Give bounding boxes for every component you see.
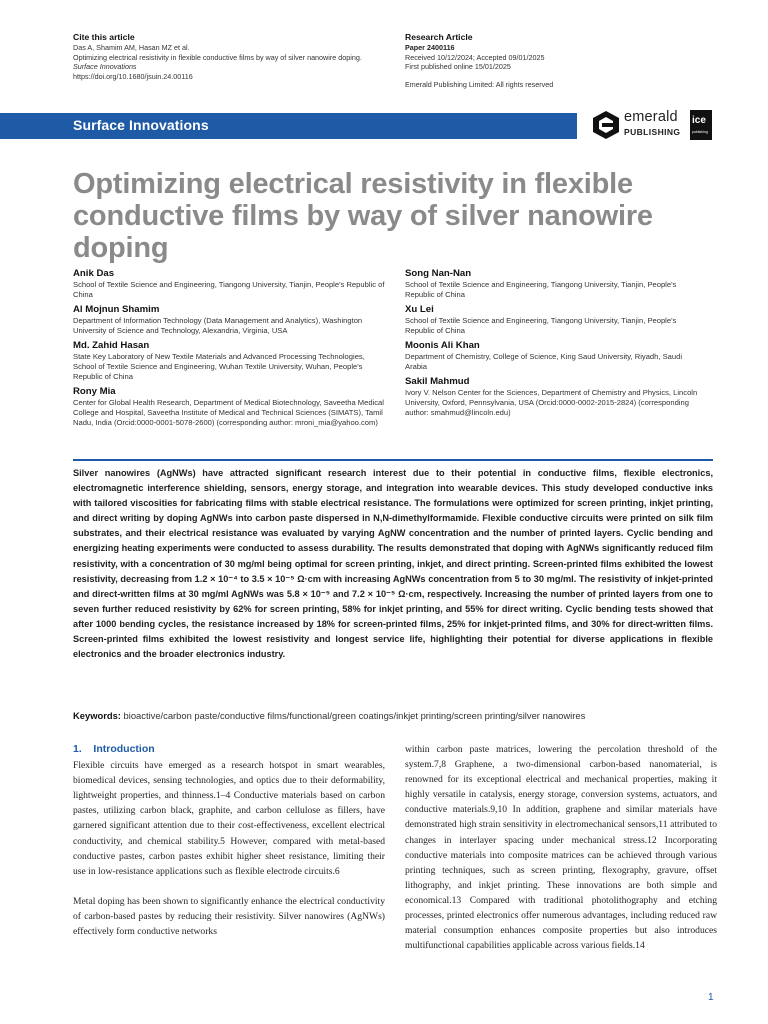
author-entry bbox=[73, 268, 388, 300]
author-entry bbox=[405, 376, 705, 418]
intro-paragraph-1: Flexible circuits have emerged as a research hotspot in smart wearables, biomedical devices, sensing technologies, and optics due to their deformability, lightweight properties, and thinness.1–4 Conductive materials based on carbon pastes, utilizing carbon black, graphite, and carbon cellulose as fillers, have garnered significant attention due to their cost-effectiveness, excellent electrical conductivity, and chemical stability.5 However, compared with metal-based conductive pastes, carbon pastes exhibit higher sheet resistance, limiting their use in low-resistance applications such as flexible electrode circuits.6 bbox=[73, 760, 385, 877]
author-affiliation: Center for Global Health Research, Department of Medical Biotechnology, Saveetha Medical College and Hospital, Saveetha Institute of Medical and Technical Sciences (SIMATS), Tamil Nadu, India (Orcid:0000-0001-5078-2600) (corresponding author: mroni_mia@yahoo.com) bbox=[73, 398, 384, 427]
abstract-divider bbox=[73, 459, 713, 461]
author-entry bbox=[405, 304, 705, 336]
journal-name: Surface Innovations bbox=[73, 117, 209, 133]
ice-logo-subtext: publishing bbox=[692, 130, 708, 134]
authors-right-column bbox=[405, 268, 705, 422]
body-column-left bbox=[73, 742, 385, 954]
emerald-logo-icon bbox=[592, 110, 620, 140]
author-entry bbox=[73, 386, 388, 428]
author-name: Xu Lei bbox=[405, 304, 434, 315]
author-entry bbox=[73, 304, 388, 336]
logo-word-emerald: emerald bbox=[624, 109, 678, 125]
keywords-line bbox=[73, 710, 733, 721]
cite-title: Optimizing electrical resistivity in flexible conductive films by way of silver nanowire doping. bbox=[73, 52, 362, 62]
cite-authors: Das A, Shamim AM, Hasan MZ et al. bbox=[73, 43, 190, 52]
page-number: 1 bbox=[708, 992, 714, 1003]
abstract-text: Silver nanowires (AgNWs) have attracted significant research interest due to their potential in conductive films, flexible electronics, electromagnetic interference shielding, sensors, energy storage, and integration into wearable devices. This study developed conductive inks with tailored viscosities for fabricating films with stable electrical resistance. The formulations were optimized for screen printing, inkjet printing, and direct writing by doping AgNWs into carbon paste dispersed in N,N-dimethylformamide. Flexible conductive circuits were printed on silk film substrates, and their electrical resistance was evaluated by varying AgNW concentration and the number of printed layers. Cyclic bending and energizing heating experiments were conducted to assess durability. The results demonstrated that doping with AgNWs significantly reduced film resistivity, with a concentration of 30 mg/ml being optimal for screen printing, inkjet, and direct printing. Screen-printed films exhibited the lowest resistivity, decreasing from 1.2 × 10⁻⁴ to 3.5 × 10⁻⁵ Ω·cm with increasing AgNWs concentration from 5 to 30 mg/ml. The resistivity of inkjet-printed and direct-written films at 30 mg/ml AgNWs was 5.8 × 10⁻⁵ and 7.2 × 10⁻⁵ Ω·cm, respectively. Increasing the number of printed layers from one to seven further reduced resistivity by 62% for screen printing, 58% for inkjet printing, and 55% for direct writing. Cyclic bending tests showed that after 1000 bending cycles, the resistance increased by 18% for screen-printed films, 25% for inkjet-printed films, and 30% for direct-written films. Screen-printed films exhibited the lowest resistivity and longest service life, highlighting their potential for diverse applications in flexible electronics and the broader electronics industry. bbox=[73, 468, 713, 660]
author-name: Al Mojnun Shamim bbox=[73, 304, 160, 315]
ice-logo-text: ice bbox=[692, 115, 706, 126]
ice-publishing-logo bbox=[690, 110, 712, 140]
author-affiliation: Ivory V. Nelson Center for the Sciences, Department of Chemistry and Physics, Lincoln University, Oxford, Pennsylvania, USA (Orcid:0000-0002-2015-2824) (corresponding author: smahmud@lincoln.edu) bbox=[405, 388, 698, 417]
author-name: Rony Mia bbox=[73, 386, 116, 397]
received-dates: Received 10/12/2024; Accepted 09/01/2025 bbox=[405, 52, 545, 62]
keywords-text: bioactive/carbon paste/conductive films/functional/green coatings/inkjet printing/screen printing/silver nanowires bbox=[123, 710, 586, 721]
paper-number: Paper 2400116 bbox=[405, 43, 455, 52]
cite-block bbox=[73, 32, 403, 81]
article-info bbox=[405, 32, 705, 89]
emerald-publishing-logo bbox=[592, 108, 684, 144]
author-affiliation: School of Textile Science and Engineering, Tiangong University, Tianjin, People's Republic of China bbox=[405, 316, 677, 335]
author-entry bbox=[405, 340, 705, 372]
author-name: Moonis Ali Khan bbox=[405, 340, 480, 351]
author-name: Sakil Mahmud bbox=[405, 376, 470, 387]
section-heading-introduction: 1. Introduction bbox=[73, 743, 155, 755]
intro-paragraph-2: Metal doping has been shown to significantly enhance the electrical conductivity of carbon-based pastes by reducing their resistivity. Silver nanowires (AgNWs) effectively form conductive networks bbox=[73, 895, 385, 938]
author-affiliation: State Key Laboratory of New Textile Materials and Advanced Processing Technologies, School of Textile Science and Engineering, Wuhan Textile University, Wuhan, People's Republic of China bbox=[73, 352, 365, 381]
author-affiliation: Department of Chemistry, College of Science, King Saud University, Riyadh, Saudi Arabia bbox=[405, 352, 683, 371]
published-online: First published online 15/01/2025 bbox=[405, 62, 511, 72]
author-affiliation: School of Textile Science and Engineering, Tiangong University, Tianjin, People's Republic of China bbox=[405, 280, 677, 299]
logo-word-publishing: PUBLISHING bbox=[624, 127, 681, 137]
author-entry bbox=[405, 268, 705, 300]
author-affiliation: Department of Information Technology (Data Management and Analytics), Washington University of Science and Technology, Alexandria, Virginia, USA bbox=[73, 316, 363, 335]
author-name: Md. Zahid Hasan bbox=[73, 340, 150, 351]
intro-paragraph-3: within carbon paste matrices, lowering the percolation threshold of the system.7,8 Graphene, a two-dimensional carbon-based nanomaterial, is renowned for its exceptional electrical and mechanical properties, making it highly versatile in catalysis, energy storage, conversion systems, actuators, and conductive materials.9,10 In addition, graphene and similar materials have demonstrated high strain sensitivity in electromechanical sensors,11 attributed to changes in interlayer spacing under mechanical stress.12 Incorporating conductive materials into composite matrices can be achieved through various printing techniques, such as screen printing, flexography, gravure, offset lithography, and inkjet printing. These innovations are both simple and economical.13 Compared with traditional photolithography and etching processes, printed electronics offer numerous advantages, including reduced raw material consumption enhances composite properties but also introduces multifunctional capabilities applicable across various fields.14 bbox=[405, 744, 717, 952]
article-type: Research Article bbox=[405, 32, 473, 42]
author-name: Anik Das bbox=[73, 268, 115, 279]
author-name: Song Nan-Nan bbox=[405, 268, 472, 279]
authors-left-column bbox=[73, 268, 388, 432]
cite-doi-link[interactable]: https://doi.org/10.1680/jsuin.24.00116 bbox=[73, 71, 193, 81]
author-affiliation: School of Textile Science and Engineering, Tiangong University, Tianjin, People's Republic of China bbox=[73, 280, 385, 299]
body-column-right bbox=[405, 742, 717, 968]
author-entry bbox=[73, 340, 388, 382]
journal-banner bbox=[0, 113, 577, 139]
article-title: Optimizing electrical resistivity in flexible conductive films by way of silver nanowire doping bbox=[73, 168, 653, 264]
keywords-label: Keywords: bbox=[73, 710, 121, 721]
cite-heading: Cite this article bbox=[73, 32, 135, 42]
rights-notice: Emerald Publishing Limited: All rights reserved bbox=[405, 79, 554, 89]
cite-journal: Surface Innovations bbox=[73, 62, 137, 72]
